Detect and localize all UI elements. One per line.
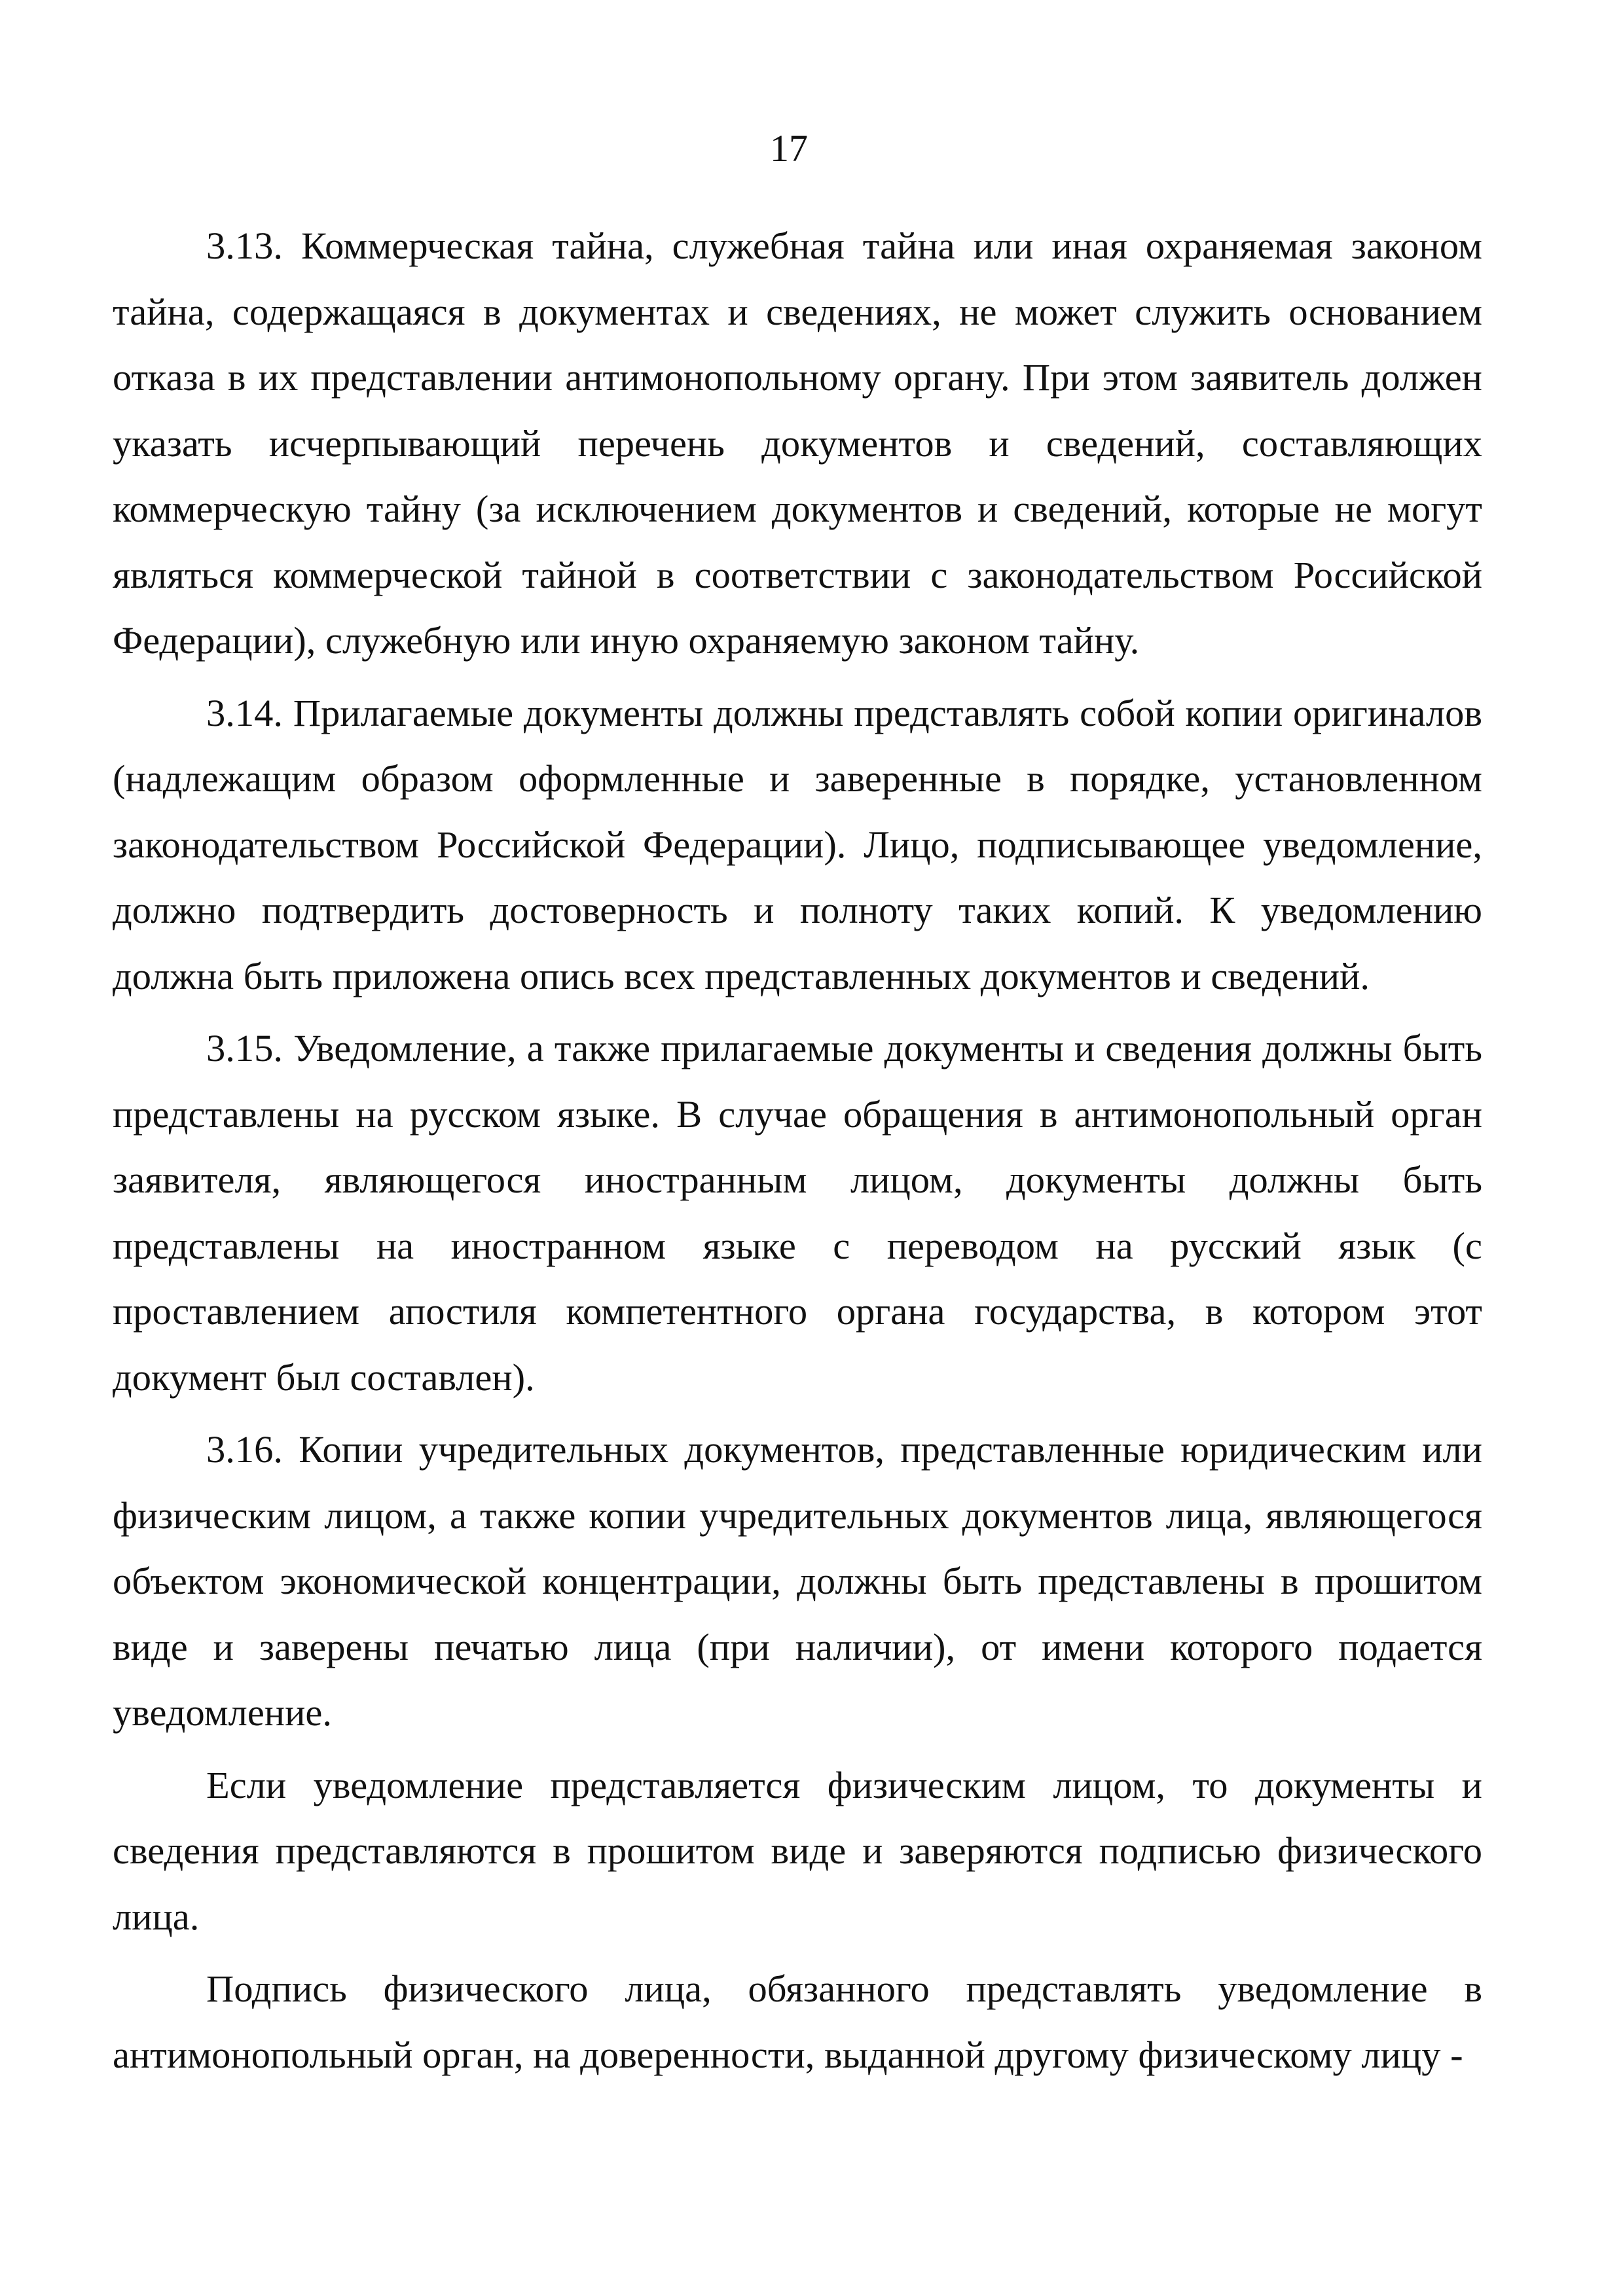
paragraph-3-14: 3.14. Прилагаемые документы должны представлять собой копии оригиналов (надлежащим образом оформленные и заверенные в порядке, установленном законодательством Российской Федерации). Лицо, подписывающее уведомление, должно подтвердить достоверность и полноту таких копий. К уведомлению должна быть приложена опись всех представленных документов и сведений. bbox=[113, 691, 1482, 997]
paragraph-signature: Подпись физического лица, обязанного представлять уведомление в антимонопольный орган, на доверенности, выданной другому физическому лицу - bbox=[113, 1967, 1482, 2076]
paragraph-3-16: 3.16. Копии учредительных документов, представленные юридическим или физическим лицом, а также копии учредительных документов лица, являющегося объектом экономической концентрации, должны быть представлены в прошитом виде и заверены печатью лица (при наличии), от имени которого подается уведомление. bbox=[113, 1428, 1482, 1734]
document-body bbox=[113, 213, 1482, 2088]
page-number: 17 bbox=[770, 127, 808, 170]
paragraph-3-13: 3.13. Коммерческая тайна, служебная тайна или иная охраняемая законом тайна, содержащаяся в документах и сведениях, не может служить основанием отказа в их представлении антимонопольному органу. При этом заявитель должен указать исчерпывающий перечень документов и сведений, составляющих коммерческую тайну (за исключением документов и сведений, которые не могут являться коммерческой тайной в соответствии с законодательством Российской Федерации), служебную или иную охраняемую законом тайну. bbox=[113, 224, 1482, 662]
paragraph-individual-documents: Если уведомление представляется физическим лицом, то документы и сведения представляются в прошитом виде и заверяются подписью физического лица. bbox=[113, 1763, 1482, 1938]
paragraph-3-15: 3.15. Уведомление, а также прилагаемые документы и сведения должны быть представлены на русском языке. В случае обращения в антимонопольный орган заявителя, являющегося иностранным лицом, документы должны быть представлены на иностранном языке с переводом на русский язык (с проставлением апостиля компетентного органа государства, в котором этот документ был составлен). bbox=[113, 1027, 1482, 1399]
